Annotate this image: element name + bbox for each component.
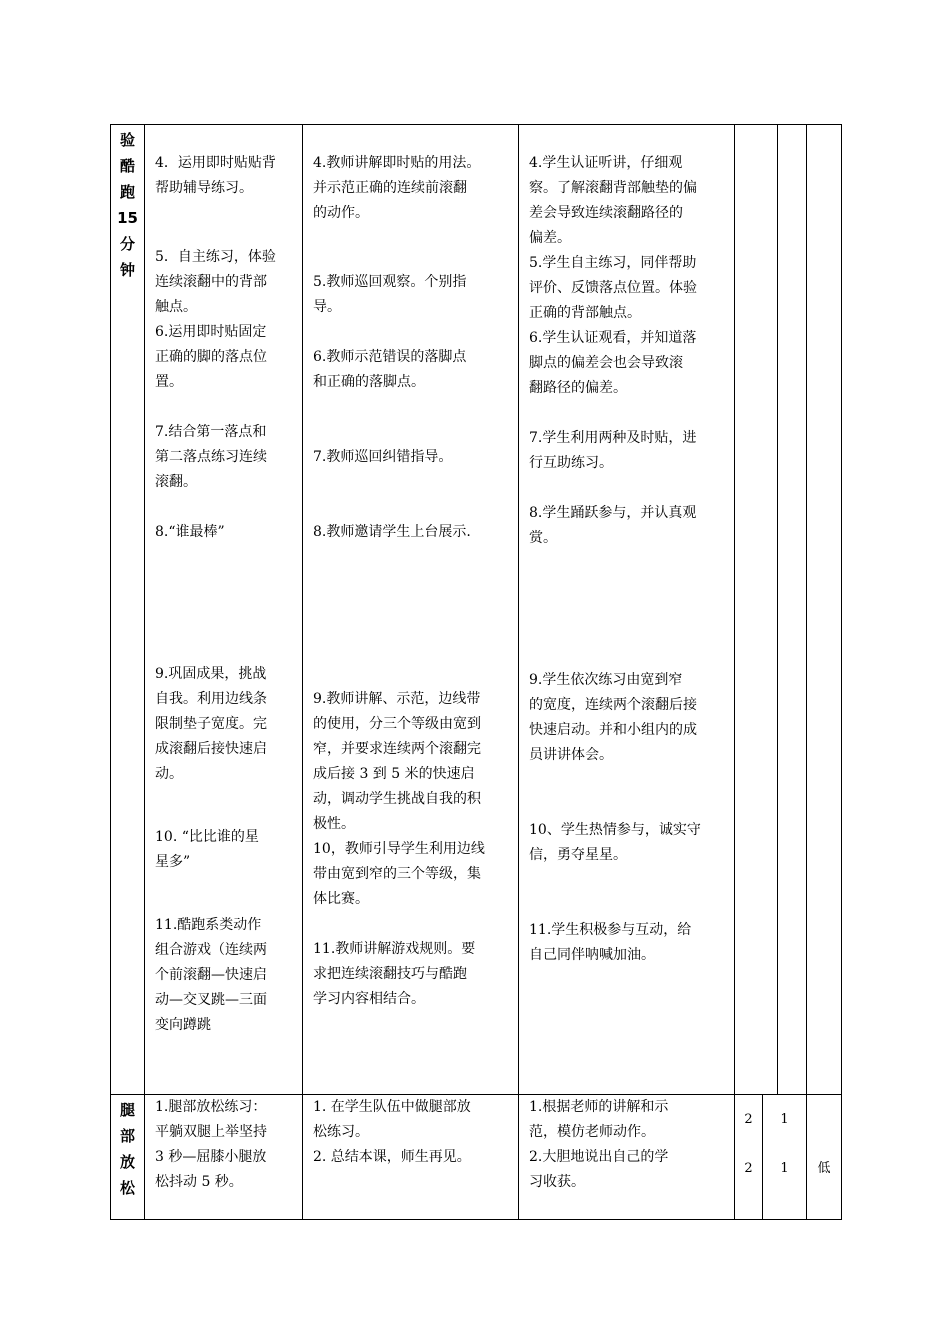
activity-item: 8.“谁最棒” [155, 524, 225, 540]
relax-content-cell [145, 1095, 303, 1220]
relax-content-text: 1.腿部放松练习： 平躺双腿上举坚持 3 秒—屈膝小腿放 松抖动 5 秒。 [155, 1099, 267, 1190]
stage-char: 部 [119, 1127, 135, 1145]
count-value: 1 [780, 1161, 789, 1176]
activity-item: 11.酷跑系类动作 组合游戏（连续两 个前滚翻—快速启 动—交叉跳—三面 变向蹲跳 [155, 917, 267, 1033]
activity-item: 5.学生自主练习，同伴帮助 评价、反馈落点位置。体验 正确的背部触点。 [529, 255, 697, 321]
relax-student-cell [519, 1095, 735, 1220]
relax-count-cell [763, 1095, 807, 1220]
time-cell-empty [735, 125, 778, 1095]
teacher-activity-cell [303, 125, 519, 1095]
relax-teacher-cell [303, 1095, 519, 1220]
activity-item: 11.学生积极参与互动，给 自己同伴呐喊加油。 [529, 922, 692, 963]
activity-item: 4.学生认证听讲，仔细观 察。了解滚翻背部触垫的偏 差会导致连续滚翻路径的 偏差。 [529, 155, 697, 246]
activity-item: 10、学生热情参与，诚实守 信，勇夺星星。 [529, 822, 701, 863]
activity-item: 5．自主练习，体验 连续滚翻中的背部 触点。 [155, 249, 276, 315]
relax-student-text: 1.根据老师的讲解和示 范，模仿老师动作。 2.大胆地说出自己的学 习收获。 [529, 1099, 669, 1190]
intensity-cell-empty [807, 125, 842, 1095]
activity-item: 4．运用即时贴贴背 帮助辅导练习。 [155, 155, 276, 196]
activity-item: 8.教师邀请学生上台展示. [313, 524, 471, 540]
activity-item: 9.教师讲解、示范，边线带 的使用，分三个等级由宽到 窄，并要求连续两个滚翻完 成后接 3 到 5 米的快速启 动，调动学生挑战自我的积 极性。 [313, 691, 481, 832]
stage-char: 跑 [119, 183, 135, 201]
table-row-parkour [111, 125, 842, 1095]
stage-char: 腿 [119, 1101, 135, 1119]
table-row-relax [111, 1095, 842, 1220]
time-value: 2 [744, 1112, 753, 1127]
student-activity-cell [519, 125, 735, 1095]
stage-char: 15 [117, 209, 138, 227]
time-value: 2 [744, 1161, 753, 1176]
count-cell-empty [778, 125, 807, 1095]
activity-item: 7.教师巡回纠错指导。 [313, 449, 453, 465]
activity-item: 4.教师讲解即时贴的用法。 并示范正确的连续前滚翻 的动作。 [313, 155, 481, 221]
activity-item: 11.教师讲解游戏规则。要 求把连续滚翻技巧与酷跑 学习内容相结合。 [313, 941, 476, 1007]
stage-char: 松 [119, 1179, 135, 1197]
content-cell [145, 125, 303, 1095]
activity-item: 9.学生依次练习由宽到窄 的宽度，连续两个滚翻后接 快速启动。并和小组内的成 员讲讲体会。 [529, 672, 697, 763]
relax-intensity-cell [807, 1095, 842, 1220]
stage-char: 放 [119, 1153, 135, 1171]
stage-char: 分 [119, 235, 135, 253]
activity-item: 5.教师巡回观察。个别指 导。 [313, 274, 467, 315]
activity-item: 10. “比比谁的星 星多” [155, 829, 259, 870]
stage-cell-relax [111, 1095, 145, 1220]
stage-char: 酷 [119, 157, 135, 175]
activity-item: 6.运用即时贴固定 正确的脚的落点位 置。 [155, 324, 267, 390]
count-value: 1 [780, 1112, 789, 1127]
activity-item: 10，教师引导学生利用边线 带由宽到窄的三个等级，集 体比赛。 [313, 841, 485, 907]
activity-item: 7.学生利用两种及时贴，进 行互助练习。 [529, 430, 697, 471]
activity-item: 9.巩固成果，挑战 自我。利用边线条 限制垫子宽度。完 成滚翻后接快速启 动。 [155, 666, 267, 782]
stage-char: 钟 [119, 261, 135, 279]
relax-teacher-text: 1. 在学生队伍中做腿部放 松练习。 2. 总结本课，师生再见。 [313, 1099, 471, 1165]
relax-time-cell [735, 1095, 763, 1220]
activity-item: 7.结合第一落点和 第二落点练习连续 滚翻。 [155, 424, 267, 490]
stage-char: 验 [119, 131, 135, 149]
activity-item: 6.教师示范错误的落脚点 和正确的落脚点。 [313, 349, 467, 390]
stage-cell-parkour [111, 125, 145, 1095]
intensity-value: 低 [817, 1161, 831, 1176]
activity-item: 8.学生踊跃参与，并认真观 赏。 [529, 505, 697, 546]
lesson-plan-table [110, 124, 842, 1220]
activity-item: 6.学生认证观看，并知道落 脚点的偏差会也会导致滚 翻路径的偏差。 [529, 330, 697, 396]
